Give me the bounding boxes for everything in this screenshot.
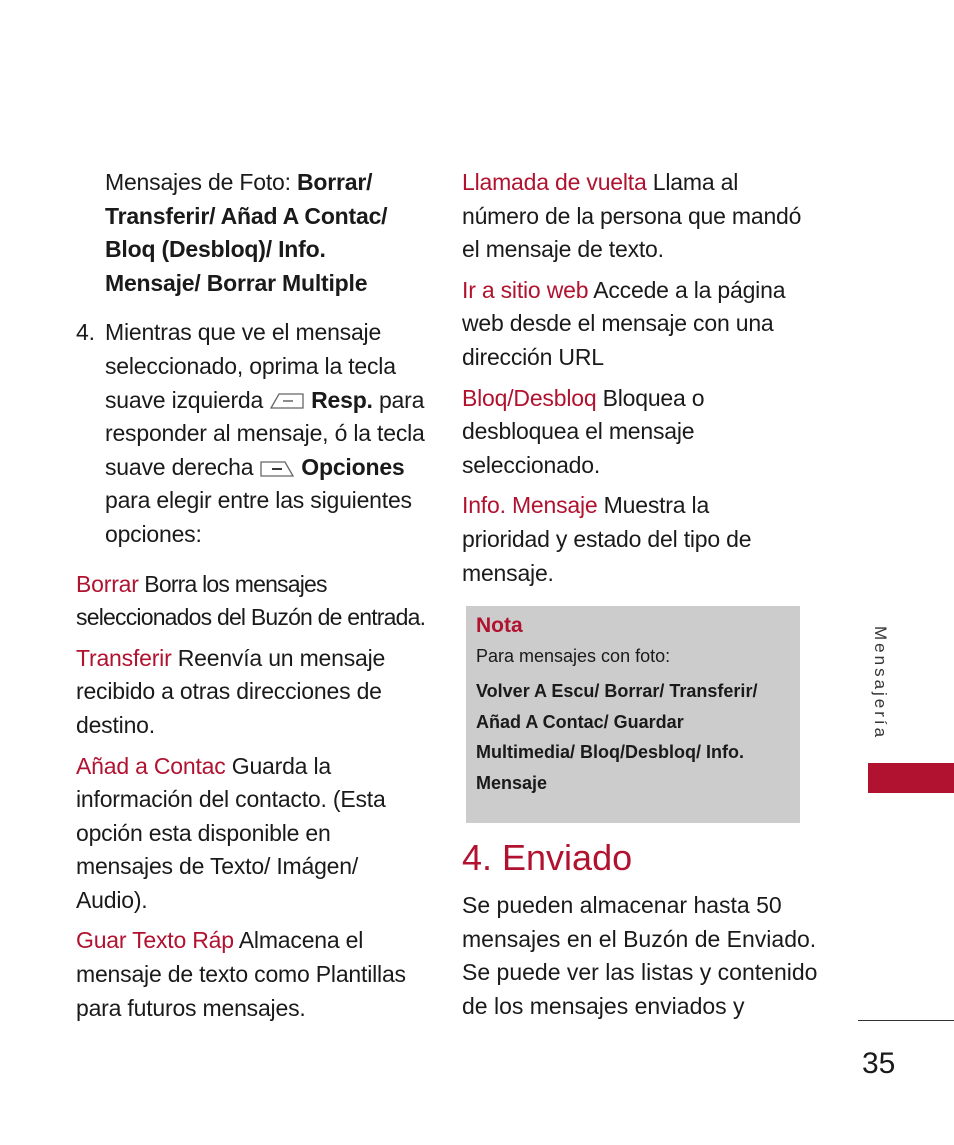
step-4 bbox=[76, 316, 446, 551]
option-text: seleccionados del Buzón de entrada. bbox=[76, 604, 426, 631]
section-body bbox=[462, 889, 822, 1023]
option-text: Borra los mensajes bbox=[138, 570, 327, 597]
option-text: destino. bbox=[76, 711, 155, 738]
photo-options-line: Bloq (Desbloq)/ Info. bbox=[105, 236, 326, 263]
option-term: Ir a sitio web bbox=[462, 276, 589, 303]
option-term: Llamada de vuelta bbox=[462, 169, 647, 195]
step-line: Mientras que ve el mensaje bbox=[105, 319, 382, 346]
note-subtitle: Para mensajes con foto: bbox=[476, 646, 671, 666]
option-term: Borrar bbox=[76, 570, 139, 597]
step-text: para bbox=[372, 386, 425, 413]
option-llamada-de-vuelta bbox=[462, 166, 822, 267]
option-text: mensaje de texto como Plantillas bbox=[76, 961, 406, 988]
note-title: Nota bbox=[476, 614, 523, 637]
step-line: seleccionado, oprima la tecla bbox=[105, 352, 396, 379]
option-anad-a-contac bbox=[76, 750, 446, 918]
left-column bbox=[76, 166, 446, 1025]
step-line bbox=[105, 451, 446, 485]
step-line: responder al mensaje, ó la tecla bbox=[105, 420, 425, 447]
option-text: Muestra la bbox=[597, 492, 710, 519]
resp-label: Resp. bbox=[311, 386, 373, 413]
side-tab-marker bbox=[868, 763, 954, 793]
option-text: opción esta disponible en bbox=[76, 819, 331, 846]
option-term: Bloq/Desbloq bbox=[462, 384, 597, 411]
option-text: Audio). bbox=[76, 886, 148, 913]
left-softkey-icon bbox=[269, 391, 305, 411]
section-heading: 4. Enviado bbox=[462, 837, 633, 878]
option-text: mensajes de Texto/ Imágen/ bbox=[76, 853, 359, 880]
photo-options-line: Borrar/ bbox=[297, 169, 373, 195]
page-number: 35 bbox=[862, 1047, 896, 1080]
note-line: Mensaje bbox=[476, 772, 548, 793]
option-text: prioridad y estado del tipo de bbox=[462, 525, 752, 552]
photo-options-line: Transferir/ Añad A Contac/ bbox=[105, 202, 388, 229]
step-line: opciones: bbox=[105, 520, 202, 547]
option-text: Almacena el bbox=[233, 927, 364, 954]
photo-options-prefix: Mensajes de Foto: bbox=[105, 169, 298, 195]
option-term: Info. Mensaje bbox=[462, 492, 598, 519]
note-box bbox=[466, 606, 800, 823]
step-line: para elegir entre las siguientes bbox=[105, 487, 412, 514]
option-text: número de la persona que mandó bbox=[462, 202, 802, 229]
option-text: Guarda la bbox=[225, 752, 331, 779]
option-text: seleccionado. bbox=[462, 451, 601, 478]
right-softkey-icon bbox=[259, 459, 295, 479]
option-info-mensaje bbox=[462, 489, 822, 590]
side-label-text: Mensajería bbox=[871, 626, 890, 741]
step-line bbox=[105, 384, 446, 418]
note-body bbox=[476, 676, 790, 798]
option-term: Guar Texto Ráp bbox=[76, 927, 234, 954]
option-text: para futuros mensajes. bbox=[76, 994, 306, 1021]
footer-rule bbox=[858, 1020, 954, 1021]
step-text: suave derecha bbox=[105, 453, 254, 480]
note-line: Añad A Contac/ Guardar bbox=[476, 711, 684, 732]
option-text: web desde el mensaje con una bbox=[462, 310, 774, 337]
opciones-label: Opciones bbox=[301, 453, 405, 480]
option-text: Accede a la página bbox=[588, 276, 786, 303]
note-line: Multimedia/ Bloq/Desbloq/ Info. bbox=[476, 742, 744, 762]
side-section-label bbox=[868, 626, 898, 756]
option-text: Llama al bbox=[646, 169, 739, 195]
option-borrar bbox=[76, 568, 446, 635]
section-line: Se pueden almacenar hasta 50 bbox=[462, 892, 782, 918]
section-line: Se puede ver las listas y contenido bbox=[462, 959, 818, 986]
right-column bbox=[462, 166, 822, 590]
step-text: suave izquierda bbox=[105, 386, 264, 413]
section-line: de los mensajes enviados y bbox=[462, 992, 745, 1019]
photo-options bbox=[76, 166, 446, 300]
option-text: Reenvía un mensaje bbox=[171, 644, 386, 671]
option-term: Transferir bbox=[76, 644, 172, 671]
option-transferir bbox=[76, 642, 446, 743]
option-term: Añad a Contac bbox=[76, 752, 226, 779]
option-text: mensaje. bbox=[462, 559, 554, 586]
section-line: mensajes en el Buzón de Enviado. bbox=[462, 925, 817, 952]
option-text: recibido a otras direcciones de bbox=[76, 678, 382, 705]
step-number: 4. bbox=[76, 319, 95, 346]
option-text: el mensaje de texto. bbox=[462, 236, 664, 263]
option-bloq-desbloq bbox=[462, 382, 822, 483]
photo-options-line: Mensaje/ Borrar Multiple bbox=[105, 269, 368, 296]
option-ir-a-sitio-web bbox=[462, 274, 822, 375]
option-text: Bloquea o bbox=[596, 384, 705, 411]
option-text: dirección URL bbox=[462, 343, 604, 370]
option-text: desbloquea el mensaje bbox=[462, 418, 695, 445]
option-guar-texto-rap bbox=[76, 924, 446, 1025]
option-text: información del contacto. (Esta bbox=[76, 786, 386, 813]
note-line: Volver A Escu/ Borrar/ Transferir/ bbox=[476, 681, 758, 701]
